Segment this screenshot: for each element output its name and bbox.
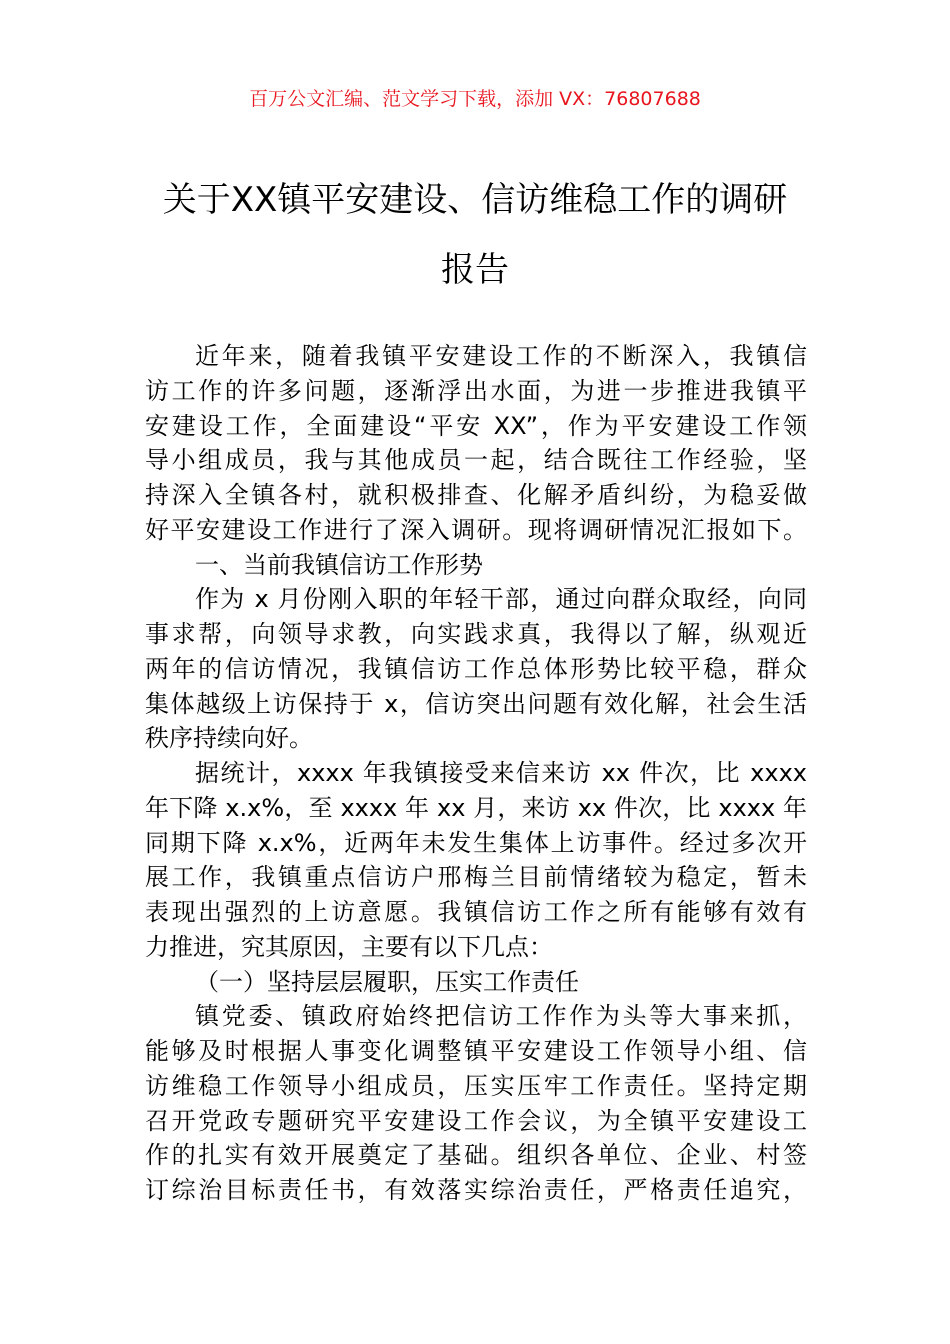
paragraph bbox=[145, 965, 807, 1000]
document-title-line-1: 关于XX镇平安建设、信访维稳工作的调研 bbox=[162, 180, 788, 220]
text-line: （一）坚持层层履职，压实工作责任 bbox=[195, 967, 579, 996]
text-line: 导小组成员，我与其他成员一起，结合既往工作经验，坚 bbox=[145, 446, 807, 475]
text-line: 近年来，随着我镇平安建设工作的不断深入，我镇信 bbox=[195, 342, 807, 370]
text-line: 好平安建设工作进行了深入调研。现将调研情况汇报如下。 bbox=[145, 515, 807, 544]
text-line: 作为 x 月份刚入职的年轻干部，通过向群众取经，向同 bbox=[195, 585, 807, 614]
text-line: 安建设工作，全面建设“平安 XX”，作为平安建设工作领 bbox=[145, 411, 807, 440]
text-line: 据统计，xxxx 年我镇接受来信来访 xx 件次，比 xxxx bbox=[195, 759, 807, 787]
text-line: 两年的信访情况，我镇信访工作总体形势比较平稳，群众 bbox=[145, 654, 807, 683]
text-line: 持深入全镇各村，就积极排查、化解矛盾纠纷，为稳妥做 bbox=[145, 481, 807, 509]
paragraph bbox=[145, 339, 807, 548]
text-line: 订综治目标责任书，有效落实综治责任，严格责任追究， bbox=[145, 1176, 807, 1204]
document-body bbox=[145, 339, 807, 1208]
text-line: 同期下降 x.x%，近两年未发生集体上访事件。经过多次开 bbox=[145, 828, 807, 857]
text-line: 访工作的许多问题，逐渐浮出水面，为进一步推进我镇平 bbox=[145, 376, 807, 405]
document-title-line-2: 报告 bbox=[441, 250, 509, 290]
text-line: 展工作，我镇重点信访户邢梅兰目前情绪较为稳定，暂未 bbox=[145, 863, 807, 892]
text-line: 镇党委、镇政府始终把信访工作作为头等大事来抓， bbox=[195, 1002, 807, 1031]
text-line: 秩序持续向好。 bbox=[145, 724, 313, 753]
text-line: 一、当前我镇信访工作形势 bbox=[195, 550, 483, 579]
text-line: 表现出强烈的上访意愿。我镇信访工作之所有能够有效有 bbox=[145, 898, 807, 926]
text-line: 年下降 x.x%，至 xxxx 年 xx 月，来访 xx 件次，比 xxxx 年 bbox=[145, 793, 807, 822]
text-line: 集体越级上访保持于 x，信访突出问题有效化解，社会生活 bbox=[145, 689, 807, 718]
text-line: 能够及时根据人事变化调整镇平安建设工作领导小组、信 bbox=[145, 1037, 807, 1065]
paragraph bbox=[145, 548, 807, 583]
text-line: 访维稳工作领导小组成员，压实压牢工作责任。坚持定期 bbox=[145, 1071, 807, 1100]
paragraph bbox=[145, 582, 807, 756]
paragraph bbox=[145, 999, 807, 1208]
text-line: 力推进，究其原因，主要有以下几点： bbox=[145, 932, 553, 961]
text-line: 召开党政专题研究平安建设工作会议，为全镇平安建设工 bbox=[145, 1106, 807, 1135]
text-line: 事求帮，向领导求教，向实践求真，我得以了解，纵观近 bbox=[145, 620, 807, 648]
paragraph bbox=[145, 756, 807, 965]
header-note: 百万公文汇编、范文学习下载，添加 VX：76807688 bbox=[249, 88, 701, 110]
text-line: 作的扎实有效开展奠定了基础。组织各单位、企业、村签 bbox=[145, 1141, 807, 1170]
